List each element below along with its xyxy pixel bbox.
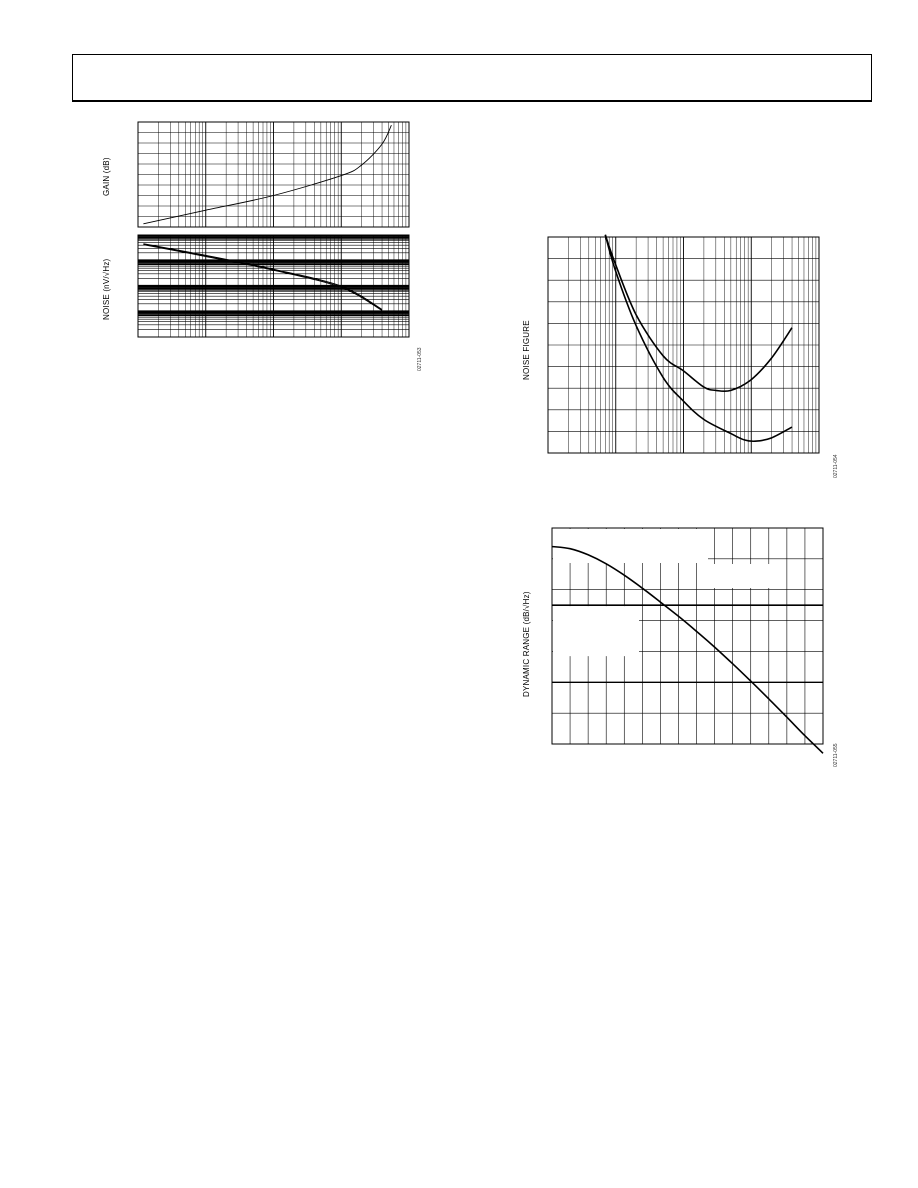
noise-figure-series-2-line <box>605 235 792 441</box>
gain-y-axis-label: GAIN (dB) <box>102 157 111 196</box>
noise-figure-series-1-line <box>605 235 792 392</box>
dynamic-range-legend-blank-left <box>553 606 639 656</box>
dynamic-range-legend-blank-right <box>712 564 782 588</box>
noise-y-axis-label: NOISE (nV/√Hz) <box>102 258 111 320</box>
noise-series-1-line <box>143 244 382 310</box>
noise-series-2-line <box>143 245 382 311</box>
noise-figure-y-axis-label: NOISE FIGURE <box>522 320 531 380</box>
dynamic-range-fig-id: 02711-055 <box>833 743 839 767</box>
noise-figure-fig-id: 02711-054 <box>833 454 839 478</box>
dynamic-range-legend-blank-top <box>553 529 708 563</box>
noise-figure-id: 02711-053 <box>417 347 423 371</box>
dynamic-range-y-axis-label: DYNAMIC RANGE (dB/√Hz) <box>522 591 531 697</box>
